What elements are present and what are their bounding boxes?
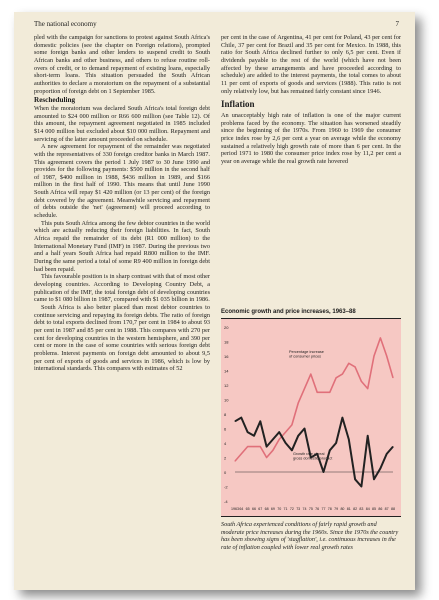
data-point: [323, 472, 324, 473]
data-point: [393, 446, 394, 447]
x-tick-label: 72: [289, 507, 294, 511]
x-tick-label: 81: [346, 507, 351, 511]
y-tick-label: 16: [224, 353, 229, 359]
x-tick-label: 69: [270, 507, 275, 511]
paragraph: South Africa is also better placed than most debtor countries to continue servicing and repaying its foreign debts. The ratio of foreign debt to total exports declined from 170,7 per cent in 1984 to about 93 per cent in 1987 and 85 per cent in 1988. This compares with 270 per cent for developing countries in the western hemisphere, and 390 per cent or more in the case of some countries with serious foreign debt problems. Interest payments on foreign debt amounted to about 9,5 per cent of exports of goods and services in 1986, which is low by international standards. This compares with estimates of 52: [34, 303, 210, 373]
data-point: [235, 461, 236, 462]
data-point: [272, 439, 273, 440]
x-tick-label: 64: [239, 507, 244, 511]
paragraph: per cent in the case of Argentina, 41 per cent for Poland, 43 per cent for Chile, 37 per cent for Brazil and 35 per cent for Mexico. In 1988, this ratio for South Africa declined further to only 6,5 per cent. Even if dividends payable to the rest of the world (which have not been affected by these arrangements and have proceeded according to schedule) are added to the interest payments, the total comes to about 11 per cent of exports of goods and services (1988). This ratio is not only relatively low, but has remained fairly constant since 1946.: [221, 34, 401, 95]
data-point: [361, 486, 362, 487]
data-point: [253, 446, 254, 447]
data-point: [355, 479, 356, 480]
y-tick-label: 2: [224, 455, 227, 461]
data-point: [260, 446, 261, 447]
y-tick-label: 20: [224, 324, 229, 330]
left-column: [34, 34, 210, 373]
data-point: [374, 356, 375, 357]
data-point: [241, 417, 242, 418]
data-point: [247, 446, 248, 447]
data-point: [272, 450, 273, 451]
x-tick-label: 70: [277, 507, 282, 511]
paragraph: When the moratorium was declared South Africa's total foreign debt amounted to $24 000 million or R66 600 million (see Table 12). Of this amount, the repayment agreement negotiated in 1985 included $14 000 million but excluded about $10 000 million. Repayment and servicing of the latter amount proceeded on schedule.: [34, 104, 210, 143]
x-tick-label: 79: [334, 507, 339, 511]
data-point: [285, 443, 286, 444]
x-tick-label: 66: [251, 507, 256, 511]
data-point: [279, 432, 280, 433]
section-heading-inflation: Inflation: [221, 99, 255, 110]
data-point: [380, 468, 381, 469]
paragraph: This puts South Africa among the few debtor countries in the world which are actually reducing their foreign liabilities. In fact, South Africa repaid the remainder of its debt (R1 000 million) to the International Monetary Fund (IMF) in 1987. During the previous two and a half years South Africa had repaid R800 million to the IMF. During the same period a total of some R9 400 million in foreign debt had been repaid.: [34, 219, 210, 273]
data-point: [304, 428, 305, 429]
x-tick-label: 73: [296, 507, 301, 511]
y-tick-label: 4: [224, 440, 227, 446]
book-page: [14, 12, 415, 590]
data-point: [342, 417, 343, 418]
x-tick-label: 76: [315, 507, 320, 511]
data-point: [361, 381, 362, 382]
header-section-title: The national economy: [34, 20, 97, 28]
data-point: [298, 403, 299, 404]
y-tick-label: 0: [224, 469, 227, 475]
series-label-real-gdp-growth: Growth rate of real gross domestic product: [293, 452, 333, 461]
data-point: [266, 457, 267, 458]
chart-svg: [221, 319, 401, 516]
y-tick-label: -2: [224, 484, 228, 490]
data-point: [298, 435, 299, 436]
x-tick-label: 71: [283, 507, 288, 511]
paragraph: This favourable position is in sharp contrast with that of most other developing countries. According to Developing Country Debt, a publication of the IMF, the total foreign debt of developing countries came to $1 080 billion in 1987, compared with $1 035 billion in 1986.: [34, 273, 210, 304]
y-tick-label: 18: [224, 339, 229, 345]
paragraph: A new agreement for repayment of the remainder was negotiated with the representatives of 330 foreign creditor banks in March 1987. This agreement covers the period 1 July 1987 to 30 June 1990 and provides for the following payments: $500 million in the second half of 1987, $400 million in 1988, $436 million in 1989, and $166 million in the first half of 1990. This means that until June 1990 South Africa will repay $1 420 million (or 13 per cent) of the foreign debt covered by the agreement. Meanwhile servicing and repayment of debts outside the 'net' (agreement) will proceed according to schedule.: [34, 143, 210, 220]
line-chart: [221, 318, 401, 517]
paragraph: pled with the campaign for sanctions to protest against South Africa's domestic policies (see the chapter on Foreign relations), prompted some foreign banks and other lenders to suspend credit to South African banks and other business, and others to refuse routine roll-overs of credit, or to demand repayment of existing loans, especially short-term loans. This situation persuaded the South African authorities to declare a moratorium on the repayment of a substantial proportion of foreign debt on 1 September 1985.: [34, 34, 210, 95]
x-tick-label: 85: [372, 507, 377, 511]
data-point: [329, 450, 330, 451]
data-point: [355, 366, 356, 367]
data-point: [304, 388, 305, 389]
data-point: [386, 453, 387, 454]
page-number: 7: [395, 20, 399, 28]
data-point: [367, 388, 368, 389]
x-tick-label: 78: [327, 507, 332, 511]
data-point: [291, 450, 292, 451]
y-tick-label: 10: [224, 397, 229, 403]
y-tick-label: 14: [224, 368, 229, 374]
data-point: [247, 432, 248, 433]
x-tick-label: 68: [264, 507, 269, 511]
paragraph: An unacceptably high rate of inflation is one of the major current problems faced by the economy. The situation has worsened steadily since the beginning of the 1970s. From 1960 to 1969 the consumer price index rose by 2,6 per cent a year on average while the economy sustained a relatively high growth rate of more than 6 per cent. In the period 1971 to 1980 the consumer price index rose by 11,2 per cent a year on average while the real growth rate hovered: [221, 111, 401, 165]
data-point: [291, 424, 292, 425]
x-tick-label: 87: [384, 507, 389, 511]
running-header: [34, 20, 399, 28]
data-point: [348, 363, 349, 364]
y-tick-label: 8: [224, 411, 227, 417]
data-point: [386, 356, 387, 357]
series-label-consumer-prices: Percentage increase of consumer prices: [289, 350, 324, 359]
x-tick-label: 1963: [231, 507, 239, 511]
y-tick-label: 12: [224, 382, 229, 388]
x-tick-label: 84: [365, 507, 370, 511]
x-tick-label: 86: [378, 507, 383, 511]
x-tick-label: 88: [391, 507, 395, 511]
x-tick-label: 67: [258, 507, 263, 511]
data-point: [279, 439, 280, 440]
data-point: [336, 377, 337, 378]
right-column: [221, 34, 401, 166]
data-point: [260, 421, 261, 422]
y-tick-label: -4: [224, 498, 228, 504]
x-tick-label: 65: [245, 507, 250, 511]
data-point: [393, 377, 394, 378]
section-heading-rescheduling: Rescheduling: [34, 96, 76, 105]
data-point: [329, 392, 330, 393]
x-tick-label: 80: [340, 507, 345, 511]
y-tick-label: 6: [224, 426, 227, 432]
data-point: [336, 443, 337, 444]
x-tick-label: 74: [302, 507, 307, 511]
data-point: [266, 446, 267, 447]
data-point: [342, 374, 343, 375]
data-point: [317, 392, 318, 393]
data-point: [310, 374, 311, 375]
chart-caption: South Africa experienced conditions of fairly rapid growth and moderate price increases during the 1960s. Since the 1970s the country has been showing signs of 'stagflation', i.e. continuous increases in the rate of inflation coupled with lower real growth rates: [221, 521, 399, 551]
x-tick-label: 82: [353, 507, 358, 511]
data-point: [253, 435, 254, 436]
chart-title: Economic growth and price increases, 1963–88: [221, 309, 356, 315]
data-point: [374, 479, 375, 480]
x-tick-label: 75: [308, 507, 313, 511]
data-point: [367, 435, 368, 436]
data-point: [380, 337, 381, 338]
data-point: [241, 453, 242, 454]
data-point: [323, 392, 324, 393]
x-tick-label: 83: [359, 507, 364, 511]
data-point: [235, 421, 236, 422]
data-point: [348, 439, 349, 440]
x-tick-label: 77: [321, 507, 326, 511]
data-point: [285, 432, 286, 433]
